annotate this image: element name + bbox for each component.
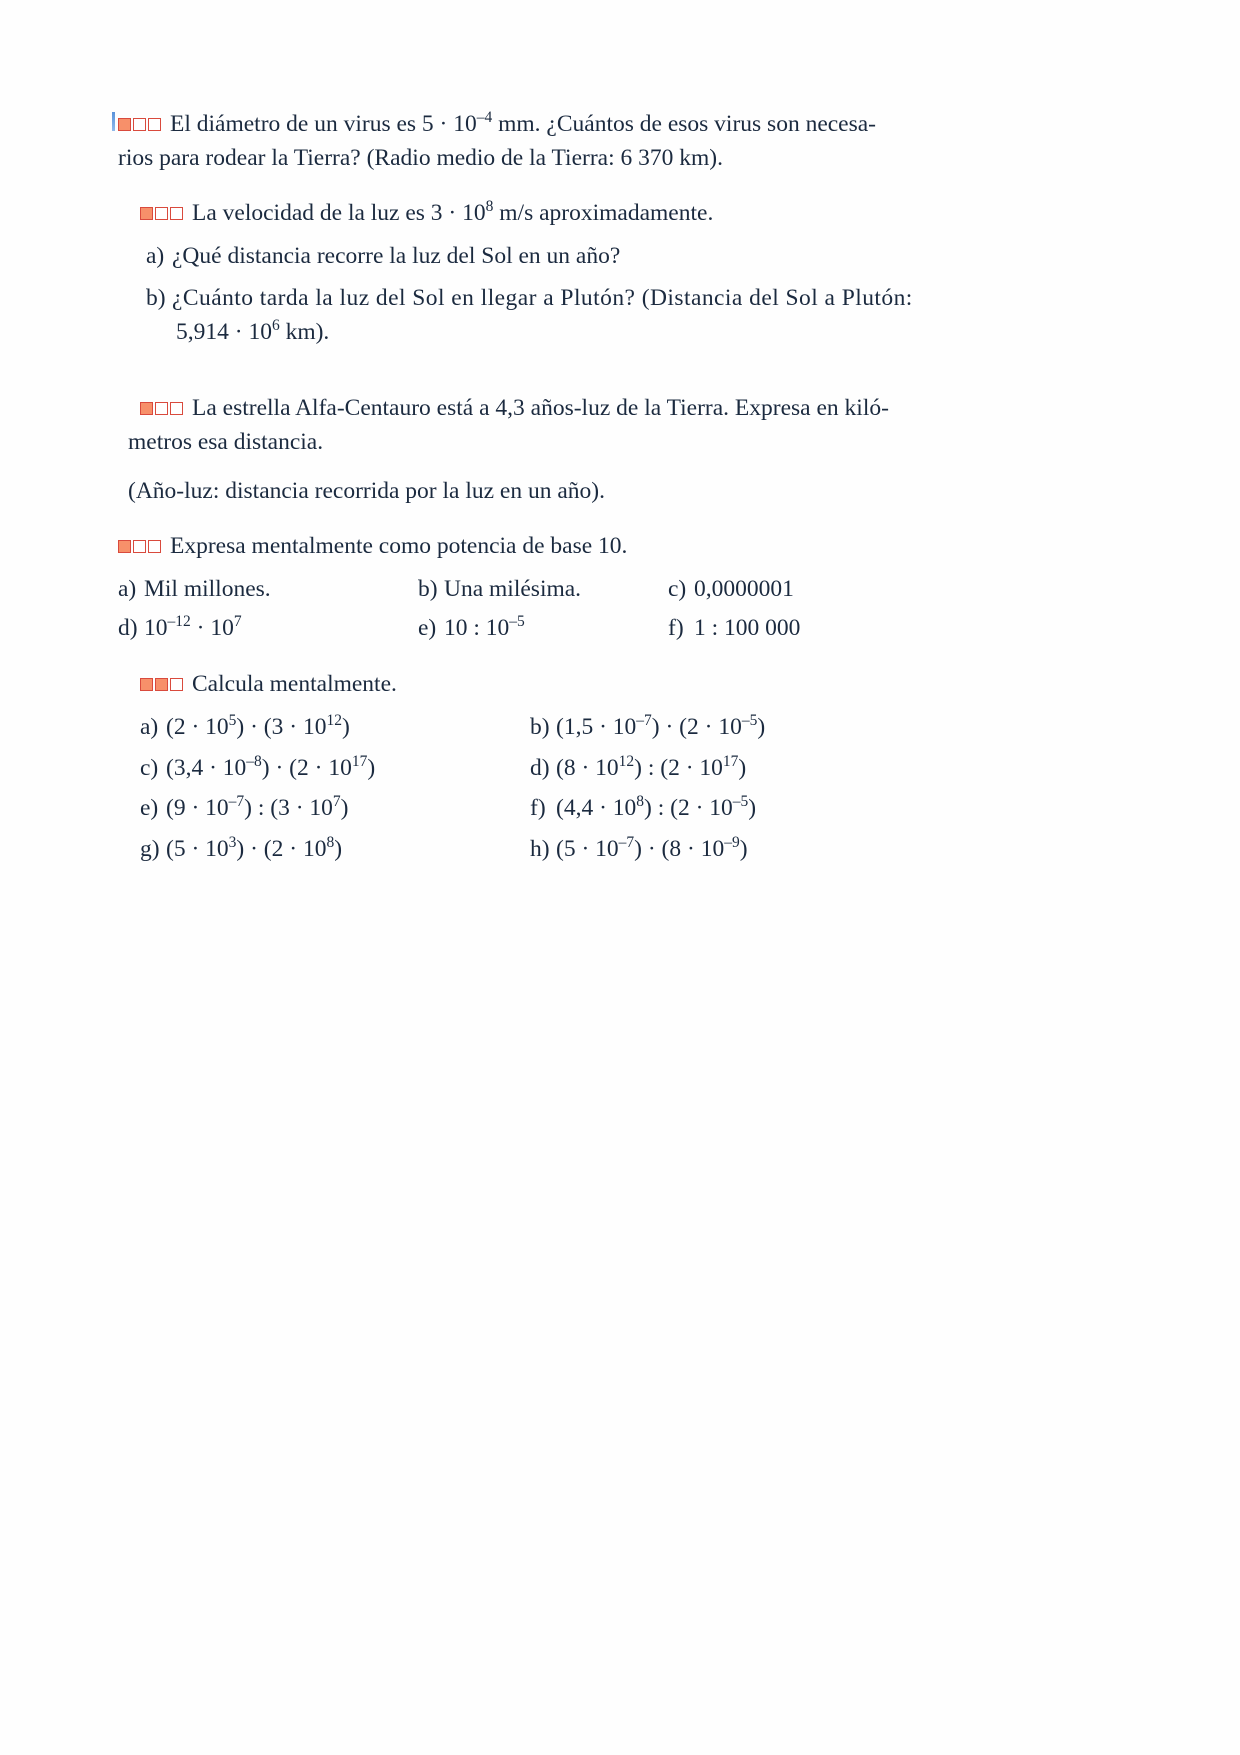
difficulty-marker [140,667,185,699]
exponent: –9 [724,833,740,851]
item-text: ¿Qué distancia recorre la luz del Sol en un año? [172,243,621,270]
exponent: 17 [722,753,739,771]
list-item [418,573,668,605]
list-item [530,711,920,743]
item-text [556,711,765,743]
item-text: Mil millones. [144,576,271,603]
item-row [140,833,930,865]
item-row [140,792,930,824]
exponent: 8 [485,198,494,216]
exercise-calcula-statement [140,668,930,700]
exercise-virus-line-2: rios para rodear la Tierra? (Radio medio de la Tierra: 6 370 km). [118,145,723,172]
expr-part: (1,5 · 10 [556,714,637,741]
exponent: 12 [618,753,635,771]
difficulty-square-empty [155,207,168,220]
difficulty-square-empty [133,540,146,553]
list-item [530,833,920,865]
difficulty-square-empty [170,678,183,691]
statement-text: Expresa mentalmente como potencia de base 10. [170,533,628,559]
difficulty-marker [118,529,163,561]
item-label: g) [140,835,160,862]
expr-part: ) [739,835,748,862]
item-text [166,833,342,865]
exercise-calcula-mentalmente [140,668,930,865]
list-item [118,573,418,605]
list-item [140,752,530,784]
exercise-potencia-base-10 [118,530,928,644]
exercise-virus-text-b: mm. ¿Cuántos de esos virus son necesa- [492,111,877,137]
exercise-alfa-line-1 [140,392,940,424]
exercise-velocidad-text-b: m/s aproximadamente. [493,200,714,226]
difficulty-square-empty [133,118,146,131]
exponent: 12 [326,712,342,730]
item-text: ¿Cuánto tarda la luz del Sol en llegar a Plutón? (Distancia del Sol a Plutón: [172,284,913,311]
exercise-virus [118,108,928,177]
difficulty-square-empty [148,540,161,553]
exercise-alfa-line-2: metros esa distancia. [128,429,324,456]
expr-part: ) : (2 · 10 [634,754,723,781]
item-text [166,752,375,784]
item-label: e) [418,614,437,641]
item-label: b) [530,714,550,741]
item-label: d) [118,614,138,641]
difficulty-square-filled [155,678,168,691]
list-item [530,752,920,784]
item-text [556,752,746,784]
list-item [668,612,918,644]
list-item [140,833,530,865]
exercise-virus-line-1 [118,108,928,140]
item-text: 0,0000001 [694,576,794,603]
item-text [556,792,756,824]
item-row [118,612,928,644]
exercise-velocidad-continuation [176,316,940,348]
list-item [140,792,530,824]
item-row [140,711,930,743]
expr-part: ) [757,714,766,741]
difficulty-marker [140,196,185,228]
item-label: d) [530,754,550,781]
exponent: 8 [326,833,335,851]
item-label: c) [140,754,159,781]
exponent: –5 [741,712,758,730]
item-text-pre: 10 [144,614,168,641]
expr-part: ) : (3 · 10 [244,795,333,822]
difficulty-square-empty [170,207,183,220]
difficulty-square-filled [140,678,153,691]
list-item [668,573,918,605]
exponent: 6 [271,317,280,335]
exponent: 7 [332,793,341,811]
continuation-text-b: km). [279,319,330,346]
difficulty-square-filled [118,118,131,131]
exponent: 8 [636,793,645,811]
difficulty-marker [140,391,185,423]
exponent: 17 [351,753,368,771]
item-text [556,833,748,865]
expr-part: (9 · 10 [166,795,229,822]
expr-part: (5 · 10 [556,835,619,862]
exercise-velocidad-text-a: La velocidad de la luz es 3 · 10 [192,200,486,226]
exponent: –12 [167,613,191,631]
difficulty-marker [118,107,163,139]
exercise-velocidad-luz [140,197,940,351]
item-label: e) [140,795,159,822]
expr-part: ) · (3 · 10 [236,714,327,741]
list-item [418,612,668,644]
list-item [146,240,940,272]
expr-part: ) [367,754,376,781]
item-text: Una milésima. [444,576,582,603]
exercise-virus-text-a: El diámetro de un virus es 5 · 10 [170,111,477,137]
list-item [140,711,530,743]
expr-part: ) [334,835,343,862]
bookmark-tick-icon [112,112,115,131]
expr-part: (3,4 · 10 [166,754,247,781]
expr-part: ) · (8 · 10 [634,835,725,862]
item-text [444,612,525,644]
exponent: –7 [636,712,652,730]
item-label: f) [530,795,546,822]
exercise-velocidad-statement [140,197,940,229]
difficulty-square-filled [140,207,153,220]
difficulty-square-empty [170,402,183,415]
statement-text: Calcula mentalmente. [192,671,397,697]
difficulty-square-filled [118,540,131,553]
item-label: a) [118,576,137,603]
item-text [166,792,349,824]
exponent: 5 [228,712,237,730]
expr-part: ) [748,795,757,822]
item-label: f) [668,614,684,641]
expr-part: (8 · 10 [556,754,619,781]
expr-part: ) [340,795,349,822]
expr-part: ) : (2 · 10 [644,795,733,822]
exercise-alfa-text: La estrella Alfa-Centauro está a 4,3 años-luz de la Tierra. Expresa en kiló- [192,395,889,421]
continuation-text-a: 5,914 · 10 [176,319,272,346]
item-label: a) [140,714,159,741]
expr-part: ) [341,714,350,741]
exponent: –5 [509,613,525,631]
exponent: 7 [233,613,242,631]
difficulty-square-empty [148,118,161,131]
difficulty-square-filled [140,402,153,415]
list-item [530,792,920,824]
expr-part: (4,4 · 10 [556,795,637,822]
item-label: b) [418,576,438,603]
difficulty-square-empty [155,402,168,415]
item-label: h) [530,835,550,862]
exponent: –8 [246,753,262,771]
exercise-alfa-centauro [128,392,940,509]
expr-part: (2 · 10 [166,714,229,741]
expr-part: (5 · 10 [166,835,229,862]
exponent: –4 [476,109,493,127]
item-label: b) [146,284,166,311]
item-label: c) [668,576,687,603]
exercise-potencia-statement [118,530,928,562]
item-text: 1 : 100 000 [694,614,801,641]
item-row [118,573,928,605]
expr-part: ) · (2 · 10 [236,835,327,862]
item-text-pre: 10 : 10 [444,614,510,641]
expr-part: ) · (2 · 10 [261,754,352,781]
expr-part: ) · (2 · 10 [651,714,742,741]
list-item [118,612,418,644]
exponent: –7 [228,793,245,811]
item-text [144,612,242,644]
exponent: 3 [228,833,237,851]
exponent: –5 [732,793,749,811]
exercise-alfa-note: (Año-luz: distancia recorrida por la luz en un año). [128,477,605,504]
item-label: a) [146,243,165,270]
item-text-post: · 10 [190,614,234,641]
exponent: –7 [618,833,635,851]
item-row [140,752,930,784]
expr-part: ) [738,754,747,781]
item-text [166,711,350,743]
list-item [146,282,940,314]
